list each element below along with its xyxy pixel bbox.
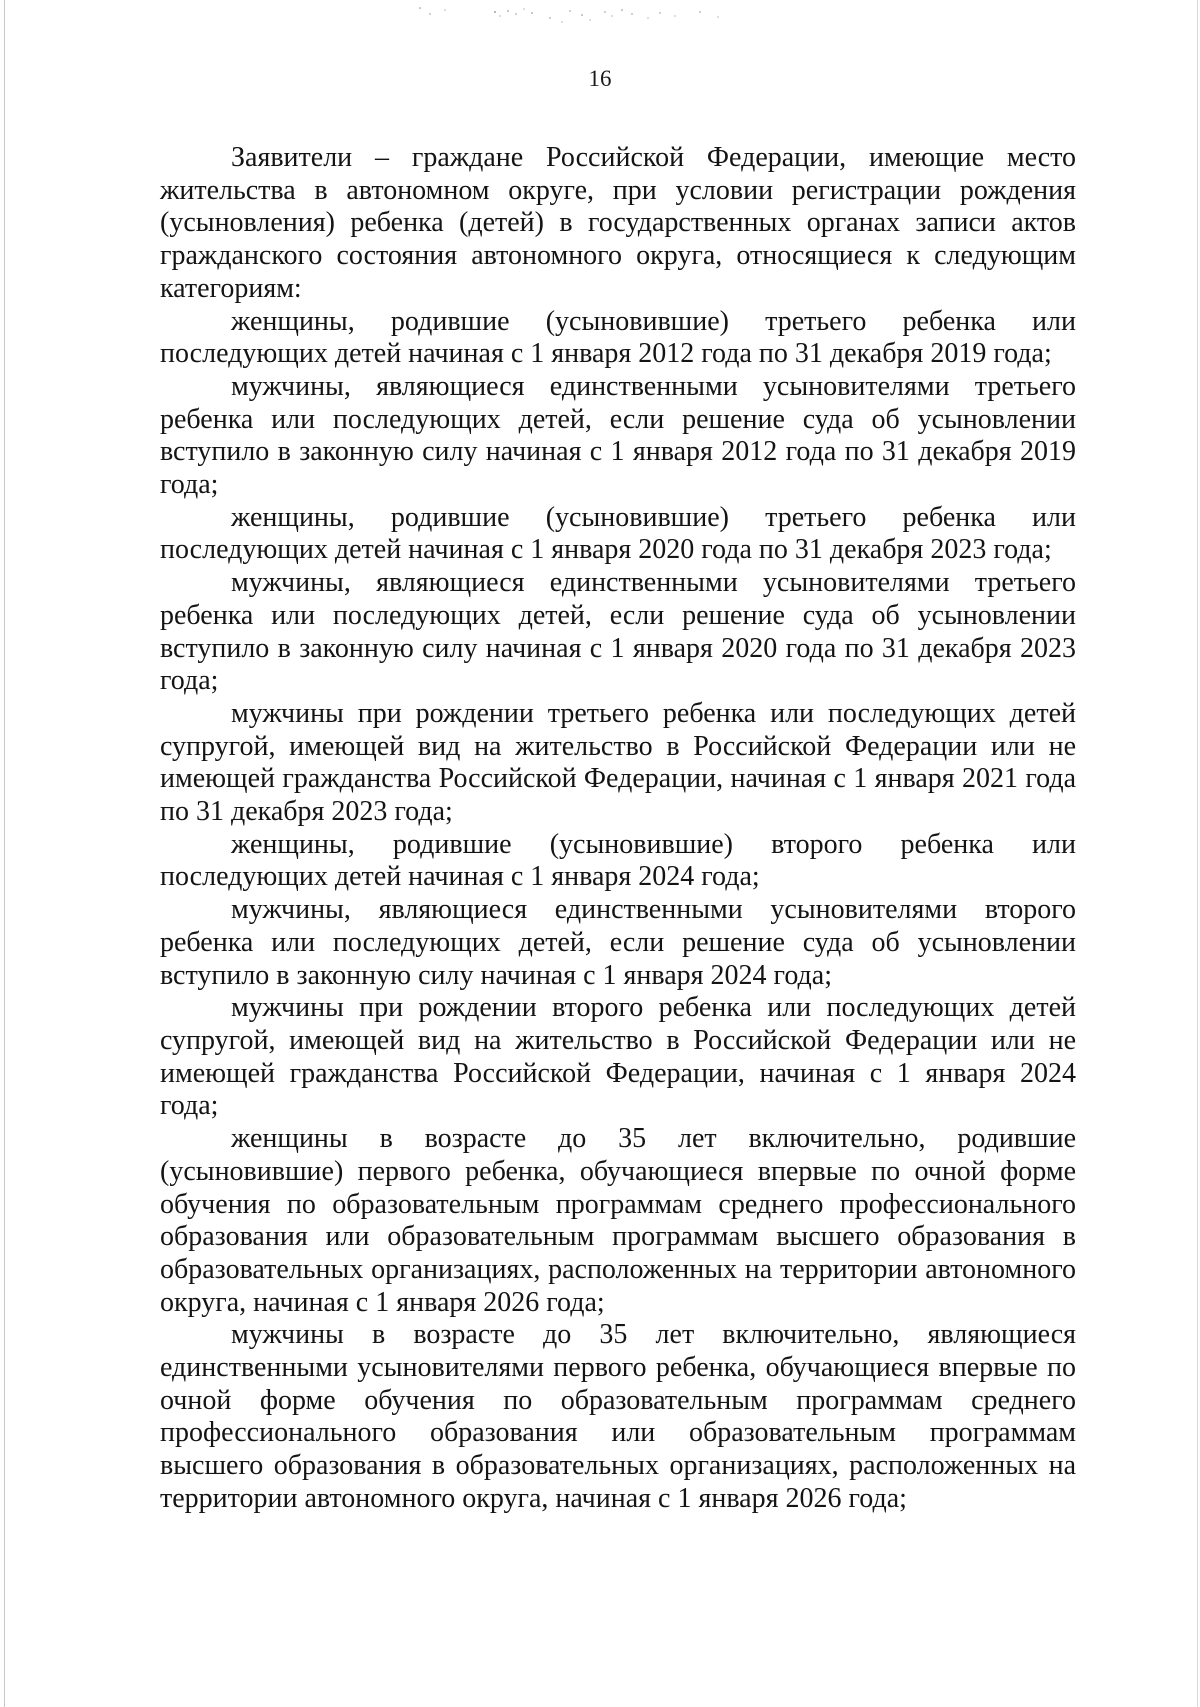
scan-edge-right (1197, 0, 1198, 1707)
paragraph-women-students-first-child-2026: женщины в возрасте до 35 лет включительно, родившие (усыновившие) первого ребенка, обучающиеся впервые по очной форме обучения по образовательным программам среднего профессионального образования или образовательным программам высшего образования в образовательных организациях, расположенных на территории автономного округа, начиная с 1 января 2026 года; (160, 1123, 1076, 1318)
paragraph-men-spouse-second-child-2024: мужчины при рождении второго ребенка или последующих детей супругой, имеющей вид на жительство в Российской Федерации или не имеющей гражданства Российской Федерации, начиная с 1 января 2024 года; (160, 992, 1076, 1122)
document-body (160, 142, 1076, 1516)
paragraph-men-adopters-second-child-2024: мужчины, являющиеся единственными усыновителями второго ребенка или последующих детей, если решение суда об усыновлении вступило в законную силу начиная с 1 января 2024 года; (160, 894, 1076, 991)
scan-edge-left (4, 0, 5, 1707)
paragraph-men-students-adopters-first-child-2026: мужчины в возрасте до 35 лет включительно, являющиеся единственными усыновителями первого ребенка, обучающиеся впервые по очной форме обучения по образовательным программам среднего профессионального образования или образовательным программам высшего образования в образовательных организациях, расположенных на территории автономного округа, начиная с 1 января 2026 года; (160, 1319, 1076, 1514)
paragraph-women-second-child-2024: женщины, родившие (усыновившие) второго ребенка или последующих детей начиная с 1 января 2024 года; (160, 828, 1076, 893)
page-number: 16 (588, 66, 612, 91)
scan-noise (400, 2, 730, 32)
paragraph-men-adopters-third-child-2012-2019: мужчины, являющиеся единственными усыновителями третьего ребенка или последующих детей, если решение суда об усыновлении вступило в законную силу начиная с 1 января 2012 года по 31 декабря 2019 года; (160, 370, 1076, 501)
paragraph-men-adopters-third-child-2020-2023: мужчины, являющиеся единственными усыновителями третьего ребенка или последующих детей, если решение суда об усыновлении вступило в законную силу начиная с 1 января 2020 года по 31 декабря 2023 года; (160, 567, 1076, 697)
paragraph-women-third-child-2020-2023: женщины, родившие (усыновившие) третьего ребенка или последующих детей начиная с 1 января 2020 года по 31 декабря 2023 года; (160, 501, 1076, 566)
paragraph-women-third-child-2012-2019: женщины, родившие (усыновившие) третьего ребенка или последующих детей начиная с 1 января 2012 года по 31 декабря 2019 года; (160, 305, 1076, 370)
paragraph-men-spouse-third-child-2021-2023: мужчины при рождении третьего ребенка или последующих детей супругой, имеющей вид на жительство в Российской Федерации или не имеющей гражданства Российской Федерации, начиная с 1 января 2021 года по 31 декабря 2023 года; (160, 697, 1076, 828)
paragraph-applicants-intro: Заявители – граждане Российской Федерации, имеющие место жительства в автономном округе, при условии регистрации рождения (усыновления) ребенка (детей) в государственных органах записи актов гражданского состояния автономного округа, относящиеся к следующим категориям: (160, 142, 1076, 304)
